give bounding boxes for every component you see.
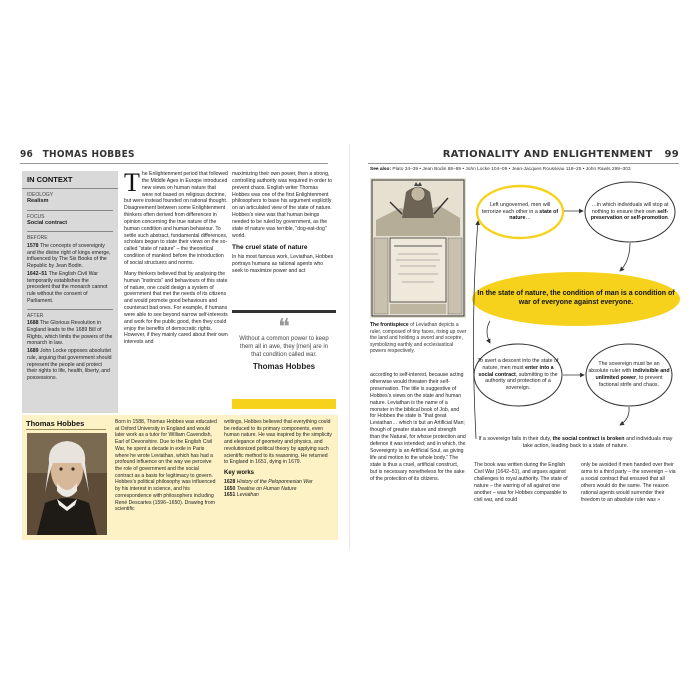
bio-text-column-2 bbox=[224, 419, 332, 499]
bio-text-column-1: Born in 1588, Thomas Hobbes was educated at Oxford University in England and would later work as a tutor for William Cavendish, Earl of Devonshire. Due to the English Civil War, he spent a decade in exile in Paris where he wrote Leviathan, which has had a profound influence on the way we perceive the role of government and the social contract as a basis for legitimacy to govern. Hobbes’s political philosophy was influenced by his interest in science, and his correspondence with philosophers including René Descartes (1596–1650). Drawing from scientific bbox=[115, 419, 217, 513]
see-also-references: Plato 34–39 • Jean Bodin 88–89 • John Locke 104–09 • Jean-Jacques Rousseau 118–25 • John Rawls 298–303 bbox=[392, 167, 631, 172]
context-divider bbox=[27, 309, 113, 310]
diagram-node-absolute-sovereign: The sovereign must be an absolute ruler with indivisible and unlimited power, to prevent factional strife and chaos. bbox=[588, 361, 670, 388]
frontispiece-caption bbox=[370, 322, 468, 355]
hobbes-portrait-image bbox=[27, 433, 107, 535]
quote-author: Thomas Hobbes bbox=[252, 362, 316, 372]
bio-name-rule bbox=[26, 429, 106, 430]
in-context-box bbox=[22, 171, 118, 413]
main-text-column-2 bbox=[232, 171, 335, 279]
col2-paragraph-1: maximizing their own power, then a strong, controlling authority was required in order to prevent chaos. English writer Thomas Hobbes was one of the first Enlightenment philosophers to base his argument explicitly on an articulated view of the state of nature. Hobbes’s view was that human beings needed to be ruled by government, as the state of nature was terrible, “dog-eat-dog” world. bbox=[232, 171, 333, 239]
after-event-1: 1688 The Glorious Revolution in England leads to the 1689 Bill of Rights, which limits the powers of the monarch in law. bbox=[27, 320, 113, 347]
key-work-item: 1651 Leviathan bbox=[224, 492, 259, 499]
right-body-column-1: according to self-interest, because acting otherwise would threaten their self-preservation. The title is suggestive of Hobbes’s views on the state and human nature. Leviathan is the name of a monster in the biblical book of Job, and for Hobbes the state is “that great Leviathan… which is but an Artificial Man; though of greater stature and strength than the Natural, for whose protection and defence it was intended; and in which, the Sovereignty is an Artificial Soul, as giving life and motion to the whole body.” The state is thus a cruel, artificial construct, but is necessary nonetheless for the sake of the protection of its citizens. bbox=[370, 372, 466, 482]
main-text-column-1 bbox=[124, 168, 228, 350]
diagram-node-ungoverned: Left ungoverned, men will terrorize each other in a state of nature… bbox=[481, 201, 559, 222]
in-context-title: IN CONTEXT bbox=[22, 171, 118, 189]
caption-bold-lead: The frontispiece bbox=[370, 322, 409, 328]
right-header-title: RATIONALITY AND ENLIGHTENMENT bbox=[442, 149, 653, 160]
ideology-value: Realism bbox=[27, 198, 49, 205]
left-page-number: 96 bbox=[20, 149, 34, 160]
col2-paragraph-2: In his most famous work, Leviathan, Hobbes portrays humans as rational agents who seek to maximize power and act bbox=[232, 254, 334, 274]
left-header-title: THOMAS HOBBES bbox=[42, 149, 135, 160]
quote-accent-bar bbox=[232, 399, 336, 409]
before-event-1: 1578 The concepts of sovereignty and the divine right of kings emerge, influenced by The Six Books of the Republic by Jean Bodin. bbox=[27, 242, 111, 270]
bio-column-2-text: writings, Hobbes believed that everything could be reduced to its primary components, even human nature. He was inspired by the simplicity and elegance of geometry and physics, and revolutionized political theory by applying such scientific method to its reasoning. He returned to England in 1651, dying in 1679. bbox=[224, 419, 332, 466]
left-header-rule bbox=[20, 163, 328, 164]
diagram-node-social-contract: To avert a descent into the state of nature, men must enter into a social contract, submitting to the authority and protection of a sovereign. bbox=[477, 357, 559, 392]
col1-paragraph-2: Many thinkers believed that by analysing the human “instincts” and behaviours of this state of nature, one could design a system of government that met the needs of its citizens and would promote good behaviours and counteract bad ones. For example, if humans were able to see beyond narrow self-interests and work for the public good, then they could enjoy the benefits of democratic rights. However, if they mainly cared about their own interests and bbox=[124, 270, 228, 346]
right-page-number: 99 bbox=[664, 149, 679, 160]
right-running-header bbox=[443, 149, 679, 160]
quote-text: Without a common power to keep them all in awe, they [men] are in that condition called war. bbox=[239, 336, 329, 358]
col1-paragraph-1: he Enlightenment period that followed the Middle Ages in Europe introduced new views on human nature that were not based on religious doctrine, but were instead founded on rational thought. Disagreement between some Enlightenment thinkers often derived from differences in opinion concerning the true nature of the human condition and human behaviour. To settle such abstract, fundamental differences, scholars began to state their views on the so-called “state of nature” – the theoretical condition of mankind before the introduction of social structures and norms. bbox=[124, 171, 228, 266]
pull-quote bbox=[232, 310, 336, 409]
left-running-header bbox=[20, 149, 135, 160]
page-gutter bbox=[349, 144, 350, 550]
bio-name: Thomas Hobbes bbox=[26, 419, 85, 428]
biography-box bbox=[22, 415, 338, 540]
social-contract-diagram bbox=[470, 171, 682, 456]
before-label: BEFORE bbox=[27, 235, 48, 242]
after-event-2: 1689 John Locke opposes absolutist rule, arguing that government should represent the people and protect their rights to life, health, liberty, and possessions. bbox=[27, 348, 112, 382]
key-work-item: 1650 Treatise on Human Nature bbox=[224, 485, 297, 492]
see-also-label: See also: bbox=[370, 167, 392, 172]
key-works-heading: Key works bbox=[224, 470, 255, 477]
key-works-list bbox=[224, 479, 332, 499]
ideology-label: IDEOLOGY bbox=[27, 191, 54, 198]
drop-cap: T bbox=[124, 168, 140, 197]
focus-value: Social contract bbox=[27, 220, 68, 227]
context-divider bbox=[27, 210, 113, 211]
focus-label: FOCUS bbox=[27, 213, 45, 220]
diagram-node-war-of-everyone: In the state of nature, the condition of man is a condition of war of everyone against everyone. bbox=[477, 290, 675, 306]
quote-mark-icon: ❝ bbox=[278, 314, 290, 339]
before-event-2: 1642–51 The English Civil War temporarily establishes the precedent that the monarch cannot rule without the consent of Parliament. bbox=[27, 270, 108, 304]
key-work-item: 1628 History of the Peloponnesian War bbox=[224, 478, 313, 485]
leviathan-frontispiece-image bbox=[370, 178, 466, 318]
right-header-rule bbox=[368, 163, 679, 164]
diagram-node-self-preservation: …in which individuals will stop at nothing to ensure their own self-preservation or self-promotion. bbox=[590, 201, 670, 222]
caption-text: of Leviathan depicts a ruler, composed of tiny faces, rising up over the land and holding a sword and sceptre, symbolizing earthly and ecclesiastical powers respectively. bbox=[370, 322, 467, 354]
section-heading: The cruel state of nature bbox=[232, 244, 308, 252]
after-label: AFTER bbox=[27, 312, 44, 319]
diagram-node-contract-broken: If a sovereign fails in their duty, the social contract is broken and individuals may take action, leading back to a state of nature. bbox=[478, 436, 673, 449]
context-divider bbox=[27, 231, 113, 232]
right-body-column-2: The book was written during the English Civil War (1642–51), and argues against challenges to royal authority. The state of nature – the warring of all against one another – was for Hobbes comparable to civil war, and could bbox=[474, 462, 568, 503]
right-body-column-3: only be avoided if men handed over their arms to a third party – the sovereign – via a social contract that ensured that all others would do the same. The reason rational agents would surrender their freedom to an absolute ruler was » bbox=[581, 462, 676, 503]
